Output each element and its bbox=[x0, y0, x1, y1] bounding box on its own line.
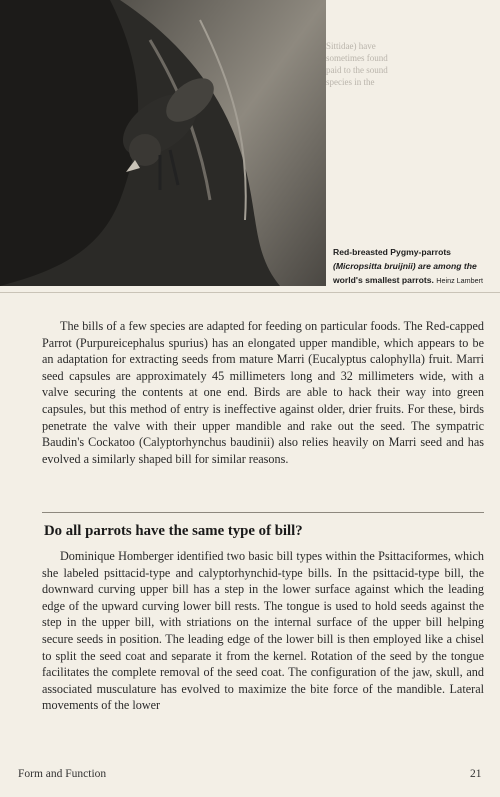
caption-text: world's smallest parrots. bbox=[333, 275, 434, 285]
paragraph-text: The bills of a few species are adapted for feeding on particular foods. The Red-capped Parrot (Purpureicephalus spurius) has an elongated upper mandible, which appears to be an adaptation for extracting seeds from mature Marri (Eucalyptus calophylla) fruit. Marri seed capsules are approximately 45 millimeters long and 32 millimeters wide, with a valve securing the contents at one end. Birds are able to hack their way into green capsules, but this method of entry is ineffective against older, drier fruits. For these, birds penetrate the valve with their upper mandible and rake out the seed. The sympatric Baudin's Cockatoo (Calyptorhynchus baudinii) also relies heavily on Marri seed and has evolved a similarly shaped bill for similar reasons. bbox=[42, 319, 484, 466]
parrot-photo bbox=[0, 0, 326, 286]
body-paragraph-2 bbox=[42, 548, 484, 714]
divider bbox=[0, 292, 500, 293]
bleed-through-text bbox=[326, 40, 486, 226]
caption-line bbox=[333, 273, 493, 288]
bleed-line: sometimes found bbox=[326, 53, 388, 63]
caption-line: Red-breasted Pygmy-parrots bbox=[333, 247, 451, 257]
parrot-illustration bbox=[0, 0, 326, 286]
caption-italic: (Micropsitta bruijnii) are among the bbox=[333, 261, 477, 271]
bleed-line: Sittidae) have bbox=[326, 41, 376, 51]
section-question: Do all parrots have the same type of bill? bbox=[44, 523, 303, 539]
paragraph-text: Dominique Homberger identified two basic bill types within the Psittaciformes, which she labeled psittacid-type and calyptorhynchid-type bills. In the psittacid-type bill, the downward curving upper bill has a step in the lower surface against which the leading edge of the upward curving lower bill rests. The tongue is used to hold seeds against the step in the upper bill, with striations on the internal surface of the upper bill helping secure seeds in position. The leading edge of the lower bill is then employed like a chisel to split the seed coat and separate it from the kernel. Rotation of the seed by the tongue facilitates the complete removal of the seed coat. The configuration of the jaw, skull, and associated musculature has evolved to maximize the bite force of the mandible. Lateral movements of the lower bbox=[42, 549, 484, 713]
photo-caption bbox=[333, 245, 493, 288]
body-paragraph-1 bbox=[42, 318, 484, 467]
bleed-line: paid to the sound bbox=[326, 65, 388, 75]
bleed-line: species in the bbox=[326, 77, 375, 87]
footer-section-title: Form and Function bbox=[18, 768, 107, 780]
caption-line bbox=[333, 259, 493, 273]
photo-credit: Heinz Lambert bbox=[436, 276, 484, 285]
page-number: 21 bbox=[470, 768, 482, 780]
